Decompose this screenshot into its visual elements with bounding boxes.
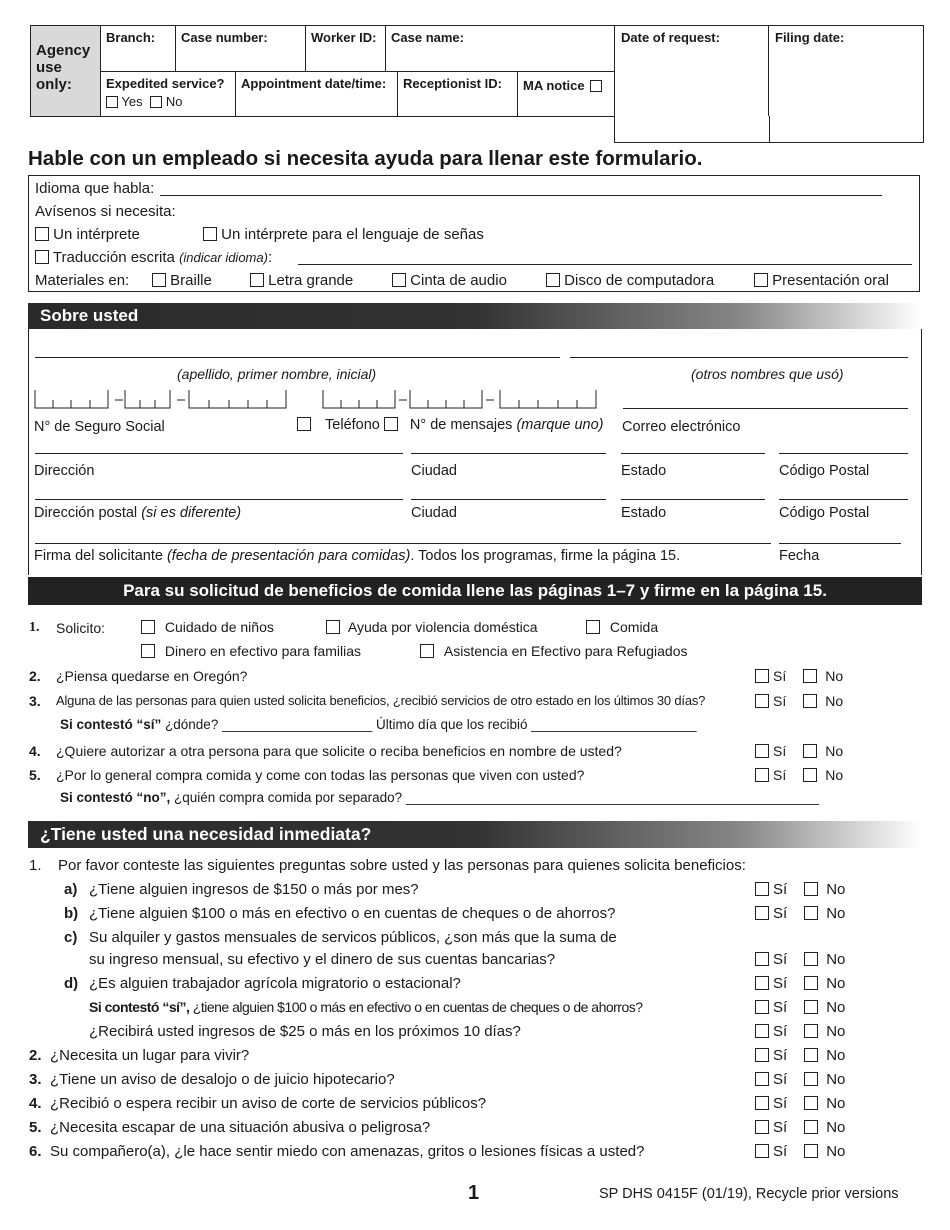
s1-q4-no-checkbox[interactable] <box>803 744 817 758</box>
s1-q5-si-checkbox[interactable] <box>755 768 769 782</box>
estado2-line[interactable] <box>621 499 765 500</box>
n-q1-num: 1. <box>29 857 42 874</box>
n-q5-no-label: No <box>826 1119 846 1136</box>
n-dsi-si-label: Sí <box>773 999 788 1016</box>
s1-q2-text: ¿Piensa quedarse en Oregón? <box>56 668 248 684</box>
n-q2-num: 2. <box>29 1047 42 1064</box>
apellido-label: (apellido, primer nombre, inicial) <box>177 366 377 382</box>
estado-label: Estado <box>621 463 667 479</box>
case-number-field[interactable]: Case number: <box>176 26 306 72</box>
n-q6-no-checkbox[interactable] <box>804 1144 818 1158</box>
cinta-checkbox[interactable] <box>392 273 406 287</box>
n-q6-no-label: No <box>826 1143 846 1160</box>
s1-q1-num: 1. <box>29 620 40 635</box>
page-number: 1 <box>468 1182 480 1204</box>
s1-q4-si-checkbox[interactable] <box>755 744 769 758</box>
n-dsi-no-label: No <box>826 999 846 1016</box>
n-a-si-checkbox[interactable] <box>755 882 769 896</box>
n-d-text: ¿Es alguien trabajador agrícola migratorio o estacional? <box>89 975 461 992</box>
interprete-senas-label: Un intérprete para el lenguaje de señas <box>221 226 484 243</box>
oral-checkbox[interactable] <box>754 273 768 287</box>
traduccion-label: Traducción escrita <box>52 249 175 266</box>
n-a-si-label: Sí <box>773 881 788 898</box>
n-q2-text: ¿Necesita un lugar para vivir? <box>50 1047 250 1064</box>
phone-boxes[interactable] <box>322 388 602 410</box>
letra-checkbox[interactable] <box>250 273 264 287</box>
s1-q2-num: 2. <box>29 668 41 684</box>
case-name-field[interactable]: Case name: <box>386 26 614 72</box>
ciudad-label: Ciudad <box>411 463 457 479</box>
fecha-label: Fecha <box>779 548 820 564</box>
receptionist-field[interactable]: Receptionist ID: <box>398 72 518 116</box>
s1-q3-no-label: No <box>825 693 844 709</box>
interprete-label: Un intérprete <box>53 226 140 243</box>
n-d-si-label: Sí <box>773 975 788 992</box>
firma-text: Firma del solicitante <box>34 548 163 564</box>
n-d-si-text: Si contestó “sí”, <box>89 999 190 1015</box>
n-q2-no-checkbox[interactable] <box>804 1048 818 1062</box>
s1-q4-si-label: Sí <box>773 743 787 759</box>
traduccion-checkbox[interactable] <box>35 250 49 264</box>
n-a-no-label: No <box>826 881 846 898</box>
codigo2-label: Código Postal <box>779 505 870 521</box>
n-b-no-label: No <box>826 905 846 922</box>
expedited-field <box>101 72 236 116</box>
n-d-si-checkbox[interactable] <box>755 976 769 990</box>
n-q4-si-label: Sí <box>773 1095 788 1112</box>
braille-checkbox[interactable] <box>152 273 166 287</box>
n-q4-no-checkbox[interactable] <box>804 1096 818 1110</box>
telefono-checkbox[interactable] <box>297 417 311 431</box>
n-drec-si-checkbox[interactable] <box>755 1024 769 1038</box>
expedited-no-checkbox[interactable] <box>150 96 162 108</box>
expedited-yes-label: Yes <box>121 94 143 109</box>
comida-bar: Para su solicitud de beneficios de comida llene las páginas 1–7 y firme en la página 15. <box>28 577 922 605</box>
estado-line[interactable] <box>621 453 765 454</box>
comida-checkbox[interactable] <box>586 620 600 634</box>
expedited-no-label: No <box>165 94 183 109</box>
n-q6-text: Su compañero(a), ¿le hace sentir miedo con amenazas, gritos o lesiones físicas a usted? <box>50 1143 645 1160</box>
s1-q3-si-checkbox[interactable] <box>755 694 769 708</box>
avisenos-label: Avísenos si necesita: <box>35 203 176 220</box>
direccion-label: Dirección <box>34 463 95 479</box>
materiales-label: Materiales en: <box>35 272 130 289</box>
s1-q5-si-label: Sí <box>773 767 787 783</box>
s1-q3-no-checkbox[interactable] <box>803 694 817 708</box>
otros-label: (otros nombres que usó) <box>691 366 844 382</box>
violencia-label: Ayuda por violencia doméstica <box>347 619 538 635</box>
n-q5-text: ¿Necesita escapar de una situación abusiva o peligrosa? <box>50 1119 431 1136</box>
s1-q3-donde-text: ¿dónde? ____________________ Último día que los recibió ______________________ <box>161 717 697 732</box>
n-q4-num: 4. <box>29 1095 42 1112</box>
s1-q2-si-checkbox[interactable] <box>755 669 769 683</box>
n-q2-si-label: Sí <box>773 1047 788 1064</box>
n-b-si-label: Sí <box>773 905 788 922</box>
sobre-usted-header: Sobre usted <box>28 303 922 329</box>
s1-q4-text: ¿Quiere autorizar a otra persona para que solicite o reciba beneficios en nombre de usted? <box>56 743 622 759</box>
dir-postal-text: Dirección postal <box>34 505 138 521</box>
expedited-yes-checkbox[interactable] <box>106 96 118 108</box>
firma-line[interactable] <box>35 543 771 544</box>
name-line[interactable] <box>35 357 560 358</box>
n-d-no-checkbox[interactable] <box>804 976 818 990</box>
s1-q2-no-label: No <box>825 668 844 684</box>
agency-title: Agency use only: <box>31 26 101 116</box>
n-q5-si-label: Sí <box>773 1119 788 1136</box>
n-q3-num: 3. <box>29 1071 42 1088</box>
n-drec-no-checkbox[interactable] <box>804 1024 818 1038</box>
n-q6-num: 6. <box>29 1143 42 1160</box>
todos-text: . Todos los programas, firme la página 15. <box>410 548 681 564</box>
ma-notice-label: MA notice <box>523 78 585 93</box>
dinero-label: Dinero en efectivo para familias <box>164 643 361 659</box>
codigo2-line[interactable] <box>779 499 908 500</box>
n-dsi-si-checkbox[interactable] <box>755 1000 769 1014</box>
agency-use-table <box>30 25 615 117</box>
n-d-letter: d) <box>64 975 79 992</box>
page-heading: Hable con un empleado si necesita ayuda para llenar este formulario. <box>28 147 703 170</box>
dir-postal-line[interactable] <box>35 499 403 500</box>
dinero-checkbox[interactable] <box>141 644 155 658</box>
n-c-letter: c) <box>64 929 78 946</box>
codigo-line[interactable] <box>779 453 908 454</box>
firma-label <box>34 548 680 564</box>
branch-field[interactable]: Branch: <box>101 26 176 72</box>
expedited-label: Expedited service? <box>106 76 225 91</box>
worker-id-field[interactable]: Worker ID: <box>306 26 386 72</box>
comida-label: Comida <box>609 619 659 635</box>
n-q4-no-label: No <box>826 1095 846 1112</box>
idioma-line[interactable] <box>160 195 882 196</box>
n-drec-si-label: Sí <box>773 1023 788 1040</box>
n-q3-si-label: Sí <box>773 1071 788 1088</box>
disco-label: Disco de computadora <box>564 272 715 289</box>
mensajes-checkbox[interactable] <box>384 417 398 431</box>
ninos-checkbox[interactable] <box>141 620 155 634</box>
n-c-text2: su ingreso mensual, su efectivo y el dinero de sus cuentas bancarias? <box>89 951 556 968</box>
n-b-si-checkbox[interactable] <box>755 906 769 920</box>
n-q3-no-label: No <box>826 1071 846 1088</box>
dir-postal-label <box>34 505 241 521</box>
ciudad2-label: Ciudad <box>411 505 457 521</box>
disco-checkbox[interactable] <box>546 273 560 287</box>
n-q4-si-checkbox[interactable] <box>755 1096 769 1110</box>
ssn-label: N° de Seguro Social <box>34 419 165 435</box>
necesidad-header: ¿Tiene usted una necesidad inmediata? <box>28 821 922 848</box>
form-number: SP DHS 0415F (01/19), Recycle prior versions <box>599 1186 899 1202</box>
n-a-no-checkbox[interactable] <box>804 882 818 896</box>
appointment-field[interactable]: Appointment date/time: <box>236 72 398 116</box>
s1-q3-num: 3. <box>29 693 41 709</box>
n-q2-si-checkbox[interactable] <box>755 1048 769 1062</box>
n-q5-num: 5. <box>29 1119 42 1136</box>
n-c-si-checkbox[interactable] <box>755 952 769 966</box>
s1-q5-no-checkbox[interactable] <box>803 768 817 782</box>
fecha-line[interactable] <box>779 543 901 544</box>
n-q3-text: ¿Tiene un aviso de desalojo o de juicio hipotecario? <box>50 1071 395 1088</box>
n-drec-no-label: No <box>826 1023 846 1040</box>
n-q6-si-checkbox[interactable] <box>755 1144 769 1158</box>
braille-label: Braille <box>170 272 212 289</box>
date-of-request-field[interactable]: Date of request: <box>615 26 769 116</box>
n-b-no-checkbox[interactable] <box>804 906 818 920</box>
s1-q5-num: 5. <box>29 767 41 783</box>
cinta-label: Cinta de audio <box>410 272 507 289</box>
fecha-pres-text: (fecha de presentación para comidas) <box>166 548 411 564</box>
interprete-checkbox[interactable] <box>35 227 49 241</box>
filing-date-field[interactable]: Filing date: <box>775 30 845 45</box>
s1-q3-si-text: Si contestó “sí” <box>60 717 162 732</box>
n-c-no-checkbox[interactable] <box>804 952 818 966</box>
n-q3-si-checkbox[interactable] <box>755 1072 769 1086</box>
n-c-no-label: No <box>826 951 846 968</box>
other-names-line[interactable] <box>570 357 908 358</box>
telefono-label: Teléfono <box>325 417 380 433</box>
ssn-boxes[interactable] <box>34 388 294 410</box>
idioma-label: Idioma que habla: <box>35 180 155 197</box>
n-drec-text: ¿Recibirá usted ingresos de $25 o más en los próximos 10 días? <box>89 1023 521 1040</box>
letra-label: Letra grande <box>268 272 354 289</box>
dates-box <box>614 25 924 143</box>
s1-q5-quien-text: ¿quién compra comida por separado? _______________________________________________________ <box>170 790 819 805</box>
n-q4-text: ¿Recibió o espera recibir un aviso de corte de servicios públicos? <box>50 1095 487 1112</box>
violencia-checkbox[interactable] <box>326 620 340 634</box>
si-diferente-text: (si es diferente) <box>141 505 242 521</box>
codigo-label: Código Postal <box>779 463 870 479</box>
n-d-no-label: No <box>826 975 846 992</box>
refugiados-label: Asistencia en Efectivo para Refugiados <box>443 643 688 659</box>
estado2-label: Estado <box>621 505 667 521</box>
n-q5-si-checkbox[interactable] <box>755 1120 769 1134</box>
s1-q5-text: ¿Por lo general compra comida y come con todas las personas que viven con usted? <box>56 767 585 783</box>
ma-notice-checkbox[interactable] <box>590 80 602 92</box>
oral-label: Presentación oral <box>772 272 889 289</box>
s1-q4-num: 4. <box>29 743 41 759</box>
marque-label: (marque uno) <box>516 417 604 433</box>
ninos-label: Cuidado de niños <box>164 619 274 635</box>
n-dsi-no-checkbox[interactable] <box>804 1000 818 1014</box>
s1-q3-text: Alguna de las personas para quien usted solicita beneficios, ¿recibió servicios de otro estado en los últimos 30 días? <box>56 693 706 708</box>
n-b-letter: b) <box>64 905 79 922</box>
n-a-text: ¿Tiene alguien ingresos de $150 o más por mes? <box>89 881 419 898</box>
n-q2-no-label: No <box>826 1047 846 1064</box>
n-q1-text: Por favor conteste las siguientes preguntas sobre usted y las personas para quienes solicita beneficios: <box>58 857 746 874</box>
mensajes-label: N° de mensajes <box>409 417 513 433</box>
s1-q4-no-label: No <box>825 743 844 759</box>
s1-q3-si-label: Sí <box>773 693 787 709</box>
s1-q5-no-label: No <box>825 767 844 783</box>
traduccion-line[interactable] <box>298 264 912 265</box>
refugiados-checkbox[interactable] <box>420 644 434 658</box>
s1-q5-si-text: Si contestó “no”, <box>60 790 171 805</box>
s1-q2-si-label: Sí <box>773 668 787 684</box>
interprete-senas-checkbox[interactable] <box>203 227 217 241</box>
ma-notice-field <box>518 72 614 116</box>
s1-q1-text: Solicito: <box>56 620 106 636</box>
n-d-si2-text: ¿tiene alguien $100 o más en efectivo o en cuentas de cheques o de ahorros? <box>189 999 643 1015</box>
ciudad-line[interactable] <box>411 453 606 454</box>
direccion-line[interactable] <box>35 453 403 454</box>
n-c-text1: Su alquiler y gastos mensuales de servicos públicos, ¿son más que la suma de <box>89 929 617 946</box>
indicar-label: (indicar idioma) <box>179 250 268 265</box>
correo-label: Correo electrónico <box>622 419 741 435</box>
ciudad2-line[interactable] <box>411 499 606 500</box>
s1-q2-no-checkbox[interactable] <box>803 669 817 683</box>
n-b-text: ¿Tiene alguien $100 o más en efectivo o en cuentas de cheques o de ahorros? <box>89 905 616 922</box>
n-q6-si-label: Sí <box>773 1143 788 1160</box>
n-q3-no-checkbox[interactable] <box>804 1072 818 1086</box>
n-a-letter: a) <box>64 881 78 898</box>
n-q5-no-checkbox[interactable] <box>804 1120 818 1134</box>
n-c-si-label: Sí <box>773 951 788 968</box>
email-line[interactable] <box>623 408 908 409</box>
